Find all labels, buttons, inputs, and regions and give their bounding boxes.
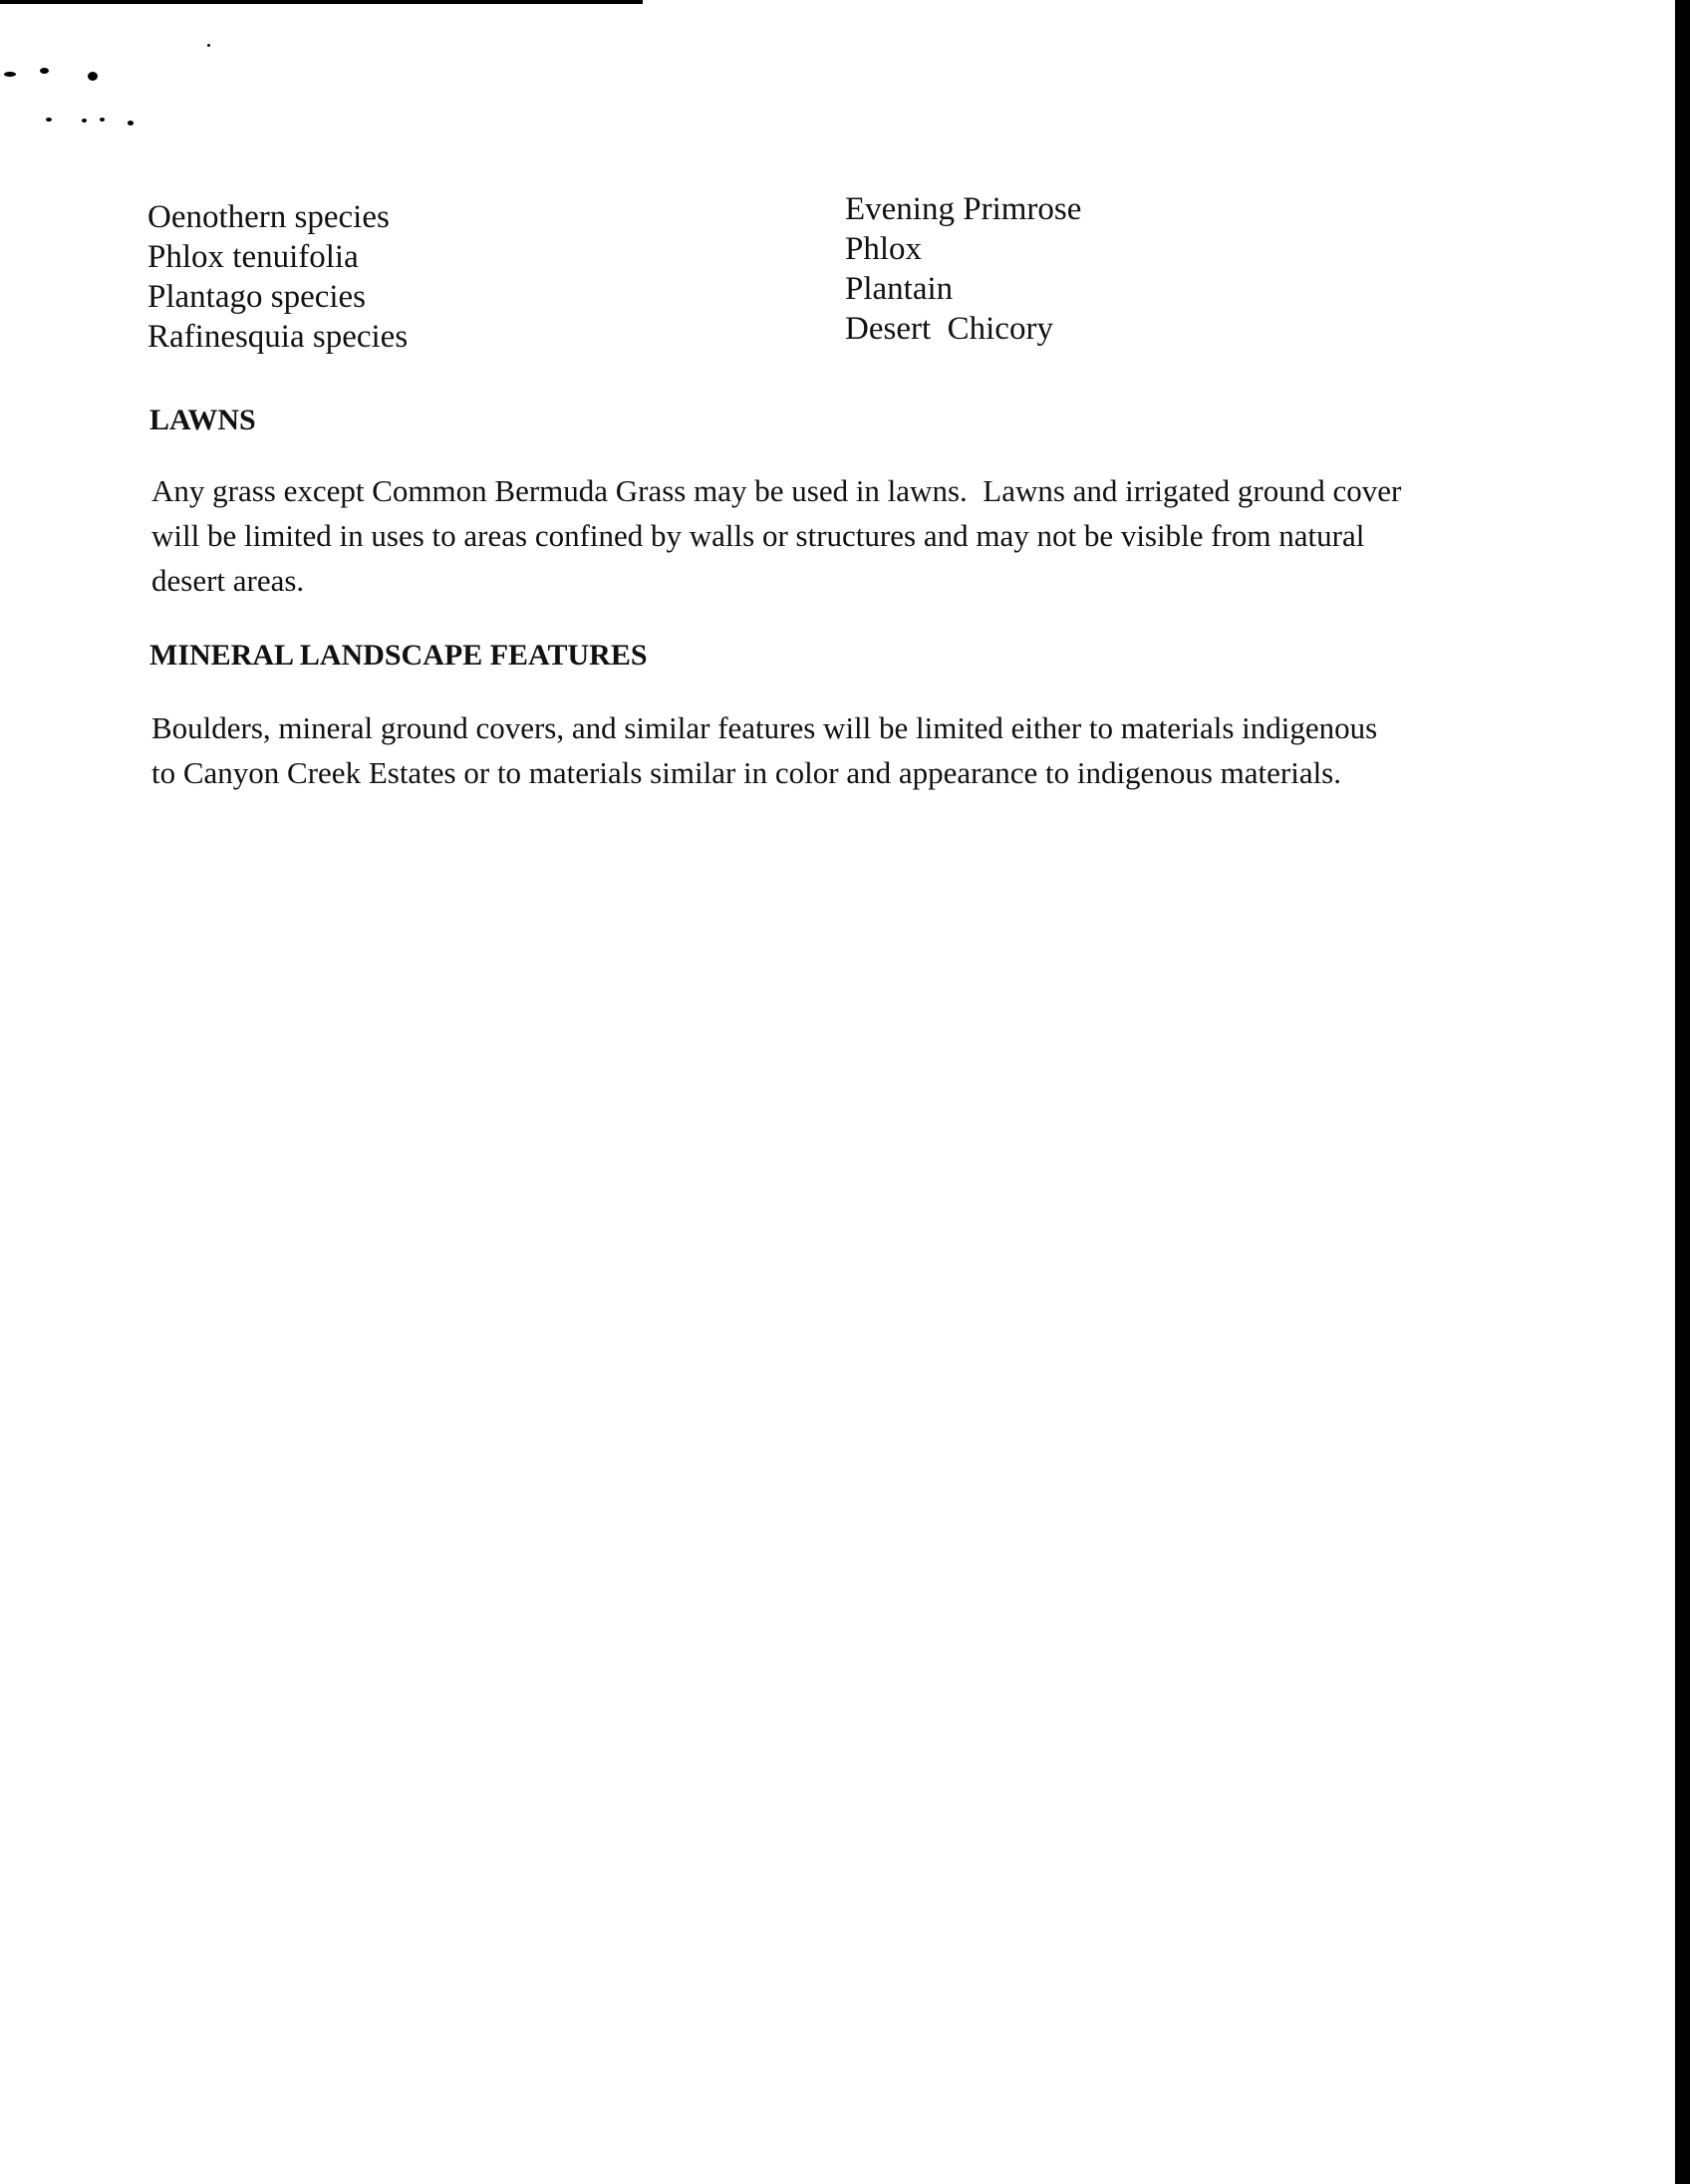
scan-speck xyxy=(88,72,98,81)
lawns-paragraph xyxy=(151,468,1401,603)
paragraph-line: Boulders, mineral ground covers, and similar features will be limited either to materials indigenous xyxy=(151,710,1378,745)
plant-common-name: Plantain xyxy=(845,271,954,307)
scan-speck xyxy=(46,118,52,122)
scan-speck xyxy=(207,44,210,47)
paragraph-line: will be limited in uses to areas confined by walls or structures and may not be visible from natural xyxy=(151,518,1365,553)
plant-scientific-name: Oenothern species xyxy=(147,199,390,235)
plant-row xyxy=(147,231,1443,277)
plant-common-name: Phlox xyxy=(845,231,923,267)
plant-scientific-name: Plantago species xyxy=(147,279,367,315)
plant-row xyxy=(147,191,1443,237)
scan-top-edge xyxy=(0,0,643,4)
scan-speck xyxy=(100,118,105,122)
mineral-paragraph xyxy=(151,705,1377,795)
plant-row xyxy=(147,271,1443,317)
plant-scientific-name: Rafinesquia species xyxy=(147,319,409,355)
lawns-heading: LAWNS xyxy=(149,404,256,436)
scan-right-edge xyxy=(1675,0,1690,2184)
plant-common-name: Desert Chicory xyxy=(845,311,1053,347)
scan-speck xyxy=(82,119,87,123)
paragraph-line: desert areas. xyxy=(151,563,305,598)
scan-speck xyxy=(4,72,16,77)
plant-list xyxy=(147,191,1443,357)
mineral-heading: MINERAL LANDSCAPE FEATURES xyxy=(149,639,648,672)
paragraph-line: Any grass except Common Bermuda Grass may be used in lawns. Lawns and irrigated ground cover xyxy=(151,473,1402,508)
paragraph-line: to Canyon Creek Estates or to materials similar in color and appearance to indigenous materials. xyxy=(151,755,1341,790)
plant-scientific-name: Phlox tenuifolia xyxy=(147,239,359,275)
plant-row xyxy=(147,311,1443,357)
plant-common-name: Evening Primrose xyxy=(845,191,1082,227)
scan-speck xyxy=(40,68,49,74)
scan-speck xyxy=(128,121,134,126)
